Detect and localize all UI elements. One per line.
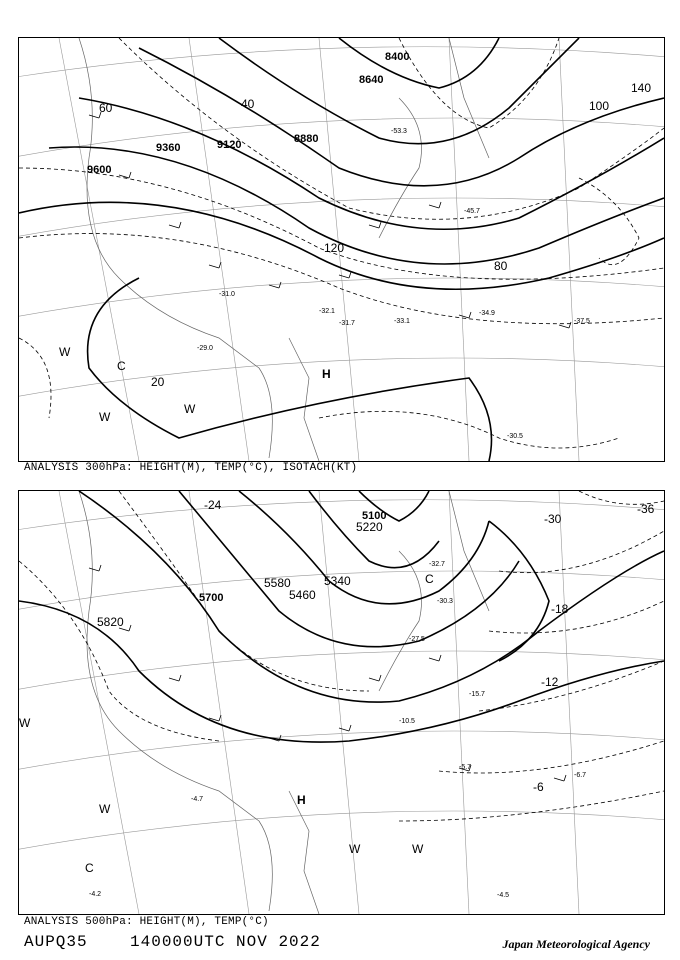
height-label: 9360: [156, 142, 181, 154]
height-label: 8400: [385, 51, 410, 63]
isotach-label: 140: [631, 81, 652, 95]
isotherm-label: -6: [533, 780, 544, 794]
temp-label: -30.5: [507, 433, 523, 440]
isotherm-label: -12: [541, 675, 559, 689]
temp-label: -10.5: [399, 718, 415, 725]
warm-marker: W: [412, 842, 424, 856]
height-label: 9120: [217, 139, 242, 151]
isotach-label: 20: [151, 375, 165, 389]
isotherm-label: -36: [637, 502, 655, 516]
warm-marker: W: [349, 842, 361, 856]
height-label: 8640: [359, 74, 384, 86]
height-label: 5580: [264, 576, 291, 590]
temp-label: -32.7: [429, 561, 445, 568]
cold-marker: C: [85, 861, 94, 875]
warm-marker: W: [99, 802, 111, 816]
temp-label: -4.5: [497, 892, 510, 899]
temp-label: -4.7: [191, 796, 204, 803]
temp-label: -15.7: [469, 691, 485, 698]
height-label: 5340: [324, 574, 351, 588]
temp-label: -4.2: [89, 891, 102, 898]
map-300hpa-svg: [19, 38, 664, 461]
isotherm-contours: [19, 491, 664, 821]
temp-label: -29.0: [197, 345, 213, 352]
height-label: 5220: [356, 520, 383, 534]
temp-label: -6.7: [574, 772, 587, 779]
temp-label: -33.1: [394, 318, 410, 325]
map-500hpa-svg: [19, 491, 664, 914]
isotach-label: 40: [241, 97, 255, 111]
chart-id-and-time: [24, 933, 321, 951]
warm-marker: W: [184, 402, 196, 416]
height-label: 8880: [294, 133, 319, 145]
agency-name: Japan Meteorological Agency: [502, 937, 650, 951]
height-label: 5820: [97, 615, 124, 629]
isotach-label: 60: [99, 101, 113, 115]
temp-label: -31.0: [219, 291, 235, 298]
height-label: 9600: [87, 164, 112, 176]
temp-label: -27.5: [409, 636, 425, 643]
warm-marker: W: [19, 716, 31, 730]
temp-label: -5.7: [459, 764, 472, 771]
temp-label: -37.5: [574, 318, 590, 325]
height-label: 5100: [362, 510, 387, 522]
wind-barbs: [89, 565, 566, 781]
isotherm-label: -30: [544, 512, 562, 526]
map-panel-300hpa: [18, 37, 665, 462]
temp-label: -31.7: [339, 320, 355, 327]
high-pressure-marker: H: [297, 793, 306, 807]
isotach-label: 100: [589, 99, 610, 113]
warm-marker: W: [99, 410, 111, 424]
temp-label: -30.3: [437, 598, 453, 605]
height-label: 5700: [199, 592, 224, 604]
isotach-label: 80: [494, 259, 508, 273]
isotach-label: 120: [324, 241, 345, 255]
coastline: [79, 38, 489, 461]
temp-label: -34.9: [479, 310, 495, 317]
isotherm-label: -18: [551, 602, 569, 616]
temp-label: -32.1: [319, 308, 335, 315]
cold-marker: C: [425, 572, 434, 586]
height-label: 5460: [289, 588, 316, 602]
temp-label: -45.7: [464, 208, 480, 215]
isotherm-label: -24: [204, 498, 222, 512]
valid-time: 140000UTC NOV 2022: [130, 933, 321, 951]
cold-marker: C: [117, 359, 126, 373]
graticule: [19, 491, 664, 914]
warm-marker: W: [59, 345, 71, 359]
map-panel-500hpa: [18, 490, 665, 915]
chart-code: AUPQ35: [24, 933, 88, 951]
caption-300hpa: ANALYSIS 300hPa: HEIGHT(M), TEMP(°C), ISOTACH(KT): [24, 462, 358, 474]
caption-500hpa: ANALYSIS 500hPa: HEIGHT(M), TEMP(°C): [24, 916, 269, 928]
temp-label: -53.3: [391, 128, 407, 135]
high-pressure-marker: H: [322, 367, 331, 381]
